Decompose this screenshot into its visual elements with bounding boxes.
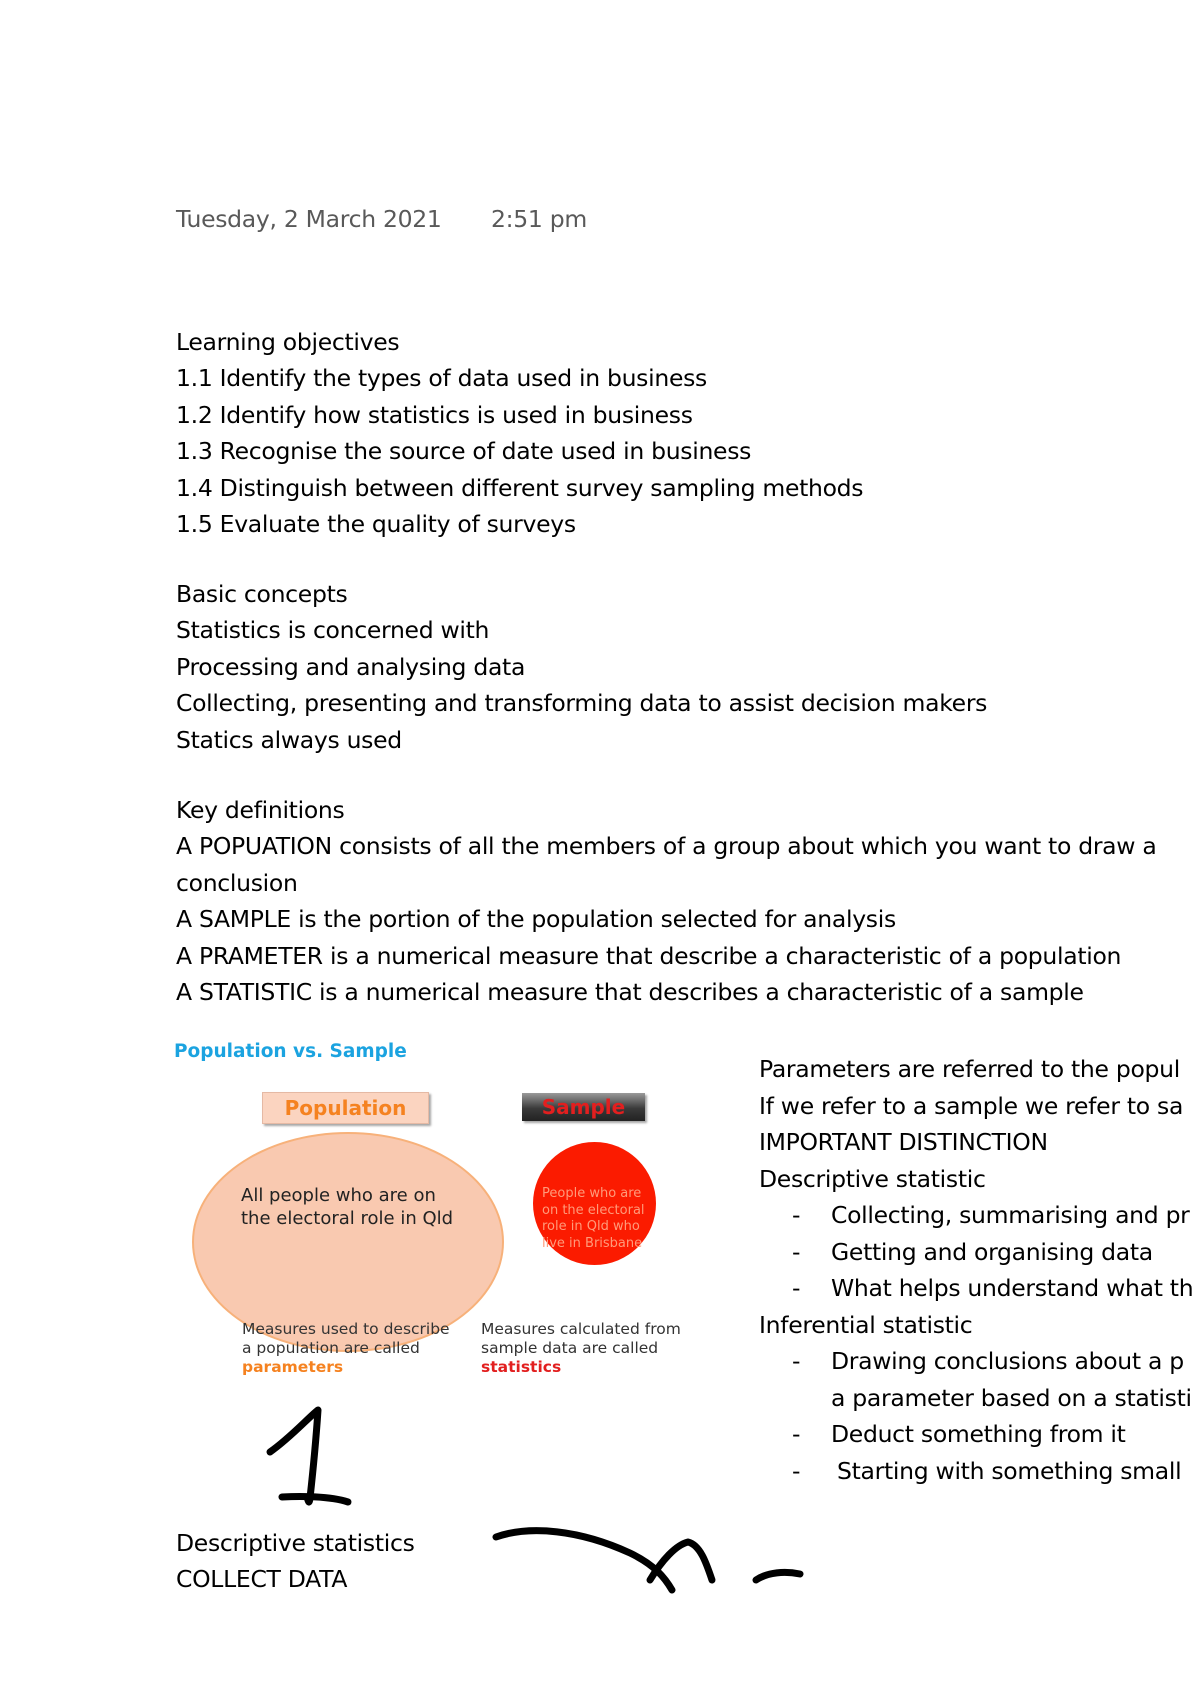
- sample-label: Sample: [522, 1093, 645, 1121]
- concept-line: Statics always used: [176, 725, 402, 754]
- note-line: IMPORTANT DISTINCTION: [759, 1128, 1048, 1156]
- bullet-dash: -: [792, 1347, 801, 1375]
- bullet-dash: -: [792, 1456, 801, 1485]
- bullet-text: What helps understand what th: [831, 1274, 1194, 1302]
- section-heading: Learning objectives: [176, 328, 400, 356]
- bullet-text: Deduct something from it: [831, 1420, 1126, 1448]
- inferential-heading: Inferential statistic: [759, 1310, 973, 1339]
- bullet-text: Getting and organising data: [831, 1237, 1153, 1266]
- population-caption-text: Measures used to describe a population are called: [242, 1320, 450, 1357]
- handwritten-scribble: [496, 1531, 672, 1590]
- definition-line: A PRAMETER is a numerical measure that describe a characteristic of a population: [176, 941, 1122, 970]
- definition-line: conclusion: [176, 868, 298, 897]
- bottom-heading: Descriptive statistics: [176, 1529, 415, 1557]
- population-label: Population: [262, 1092, 429, 1124]
- handwritten-digit-1: [270, 1410, 318, 1502]
- bullet-text: Drawing conclusions about a p: [831, 1347, 1184, 1375]
- figure-title: Population vs. Sample: [174, 1041, 407, 1062]
- definition-line: A STATISTIC is a numerical measure that describes a characteristic of a sample: [176, 977, 1084, 1006]
- descriptive-heading: Descriptive statistic: [759, 1164, 986, 1193]
- bullet-dash: -: [792, 1274, 801, 1302]
- section-heading: Key definitions: [176, 796, 345, 824]
- definition-line: A POPUATION consists of all the members of a group about which you want to draw a: [176, 832, 1157, 861]
- sample-caption-term: statistics: [481, 1358, 562, 1376]
- bottom-line: COLLECT DATA: [176, 1565, 348, 1594]
- objective-item: 1.1 Identify the types of data used in business: [176, 364, 707, 393]
- bullet-continuation: a parameter based on a statisti: [831, 1383, 1192, 1412]
- note-time: 2:51 pm: [491, 205, 587, 233]
- bullet-dash: -: [792, 1237, 801, 1266]
- concept-line: Statistics is concerned with: [176, 616, 490, 645]
- bullet-text: Collecting, summarising and pr: [831, 1201, 1190, 1229]
- sample-caption-text: Measures calculated from sample data are called: [481, 1320, 681, 1357]
- objective-item: 1.5 Evaluate the quality of surveys: [176, 509, 576, 538]
- note-line: If we refer to a sample we refer to sa: [759, 1091, 1184, 1120]
- note-line: Parameters are referred to the popul: [759, 1055, 1180, 1083]
- population-caption-term: parameters: [242, 1358, 344, 1376]
- sample-description: People who are on the electoral role in Qld who live in Brisbane: [542, 1186, 645, 1251]
- section-heading: Basic concepts: [176, 580, 348, 608]
- bullet-dash: -: [792, 1201, 801, 1229]
- concept-line: Processing and analysing data: [176, 652, 526, 681]
- bullet-text: Starting with something small: [837, 1456, 1182, 1485]
- objective-item: 1.3 Recognise the source of date used in business: [176, 437, 752, 466]
- objective-item: 1.4 Distinguish between different survey sampling methods: [176, 473, 864, 502]
- objective-item: 1.2 Identify how statistics is used in business: [176, 400, 693, 429]
- bullet-dash: -: [792, 1420, 801, 1448]
- concept-line: Collecting, presenting and transforming data to assist decision makers: [176, 689, 988, 718]
- definition-line: A SAMPLE is the portion of the population selected for analysis: [176, 905, 896, 934]
- population-description: All people who are on the electoral role in Qld: [241, 1185, 454, 1229]
- note-date: Tuesday, 2 March 2021: [176, 205, 442, 233]
